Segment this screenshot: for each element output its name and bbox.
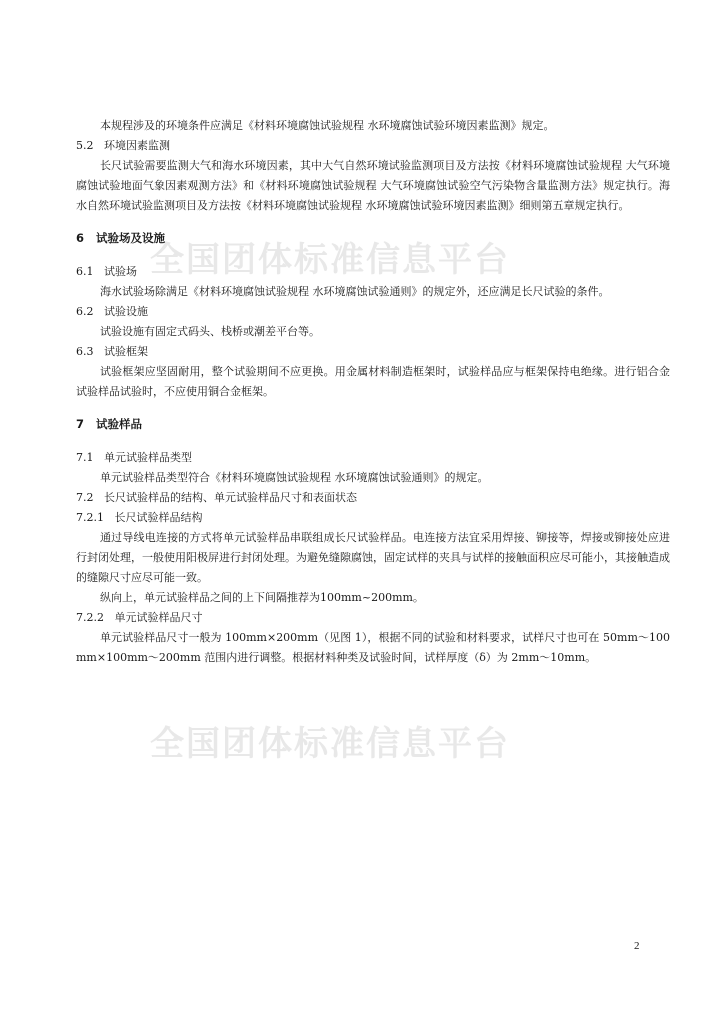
paragraph-6-3: 试验框架应坚固耐用，整个试验期间不应更换。用金属材料制造框架时，试验样品应与框架保持电绝缘。进行铝合金试验样品试验时，不应使用铜合金框架。 xyxy=(76,365,670,398)
body-text xyxy=(76,116,670,668)
clause-heading-7-2: 7.2 长尺试验样品的结构、单元试验样品尺寸和表面状态 xyxy=(76,491,357,504)
watermark-bottom: 全国团体标准信息平台 xyxy=(150,724,510,764)
paragraph-7-2-1-a: 通过导线电连接的方式将单元试验样品串联组成长尺试验样品。电连接方法宜采用焊接、铆接等，焊接或铆接处应进行封闭处理，一般使用阳极屏进行封闭处理。为避免缝隙腐蚀，固定试样的夹具与试样的接触面积应尽可能小，其接触造成的缝隙尺寸应尽可能一致。 xyxy=(76,531,670,584)
paragraph-6-2: 试验设施有固定式码头、栈桥或潮差平台等。 xyxy=(100,325,320,338)
chapter-heading-6: 6 试验场及设施 xyxy=(76,231,166,245)
page-number: 2 xyxy=(634,940,640,952)
paragraph-5-2: 长尺试验需要监测大气和海水环境因素，其中大气自然环境试验监测项目及方法按《材料环境腐蚀试验规程 大气环境腐蚀试验地面气象因素观测方法》和《材料环境腐蚀试验规程 大气环境腐蚀试验空气污染物含量监测方法》规定执行。海水自然环境试验监测项目及方法按《材料环境腐蚀试验规程 水环境腐蚀试验环境因素监测》细则第五章规定执行。 xyxy=(76,159,670,212)
paragraph-6-1: 海水试验场除满足《材料环境腐蚀试验规程 水环境腐蚀试验通则》的规定外，还应满足长尺试验的条件。 xyxy=(100,285,610,298)
paragraph-7-1: 单元试验样品类型符合《材料环境腐蚀试验规程 水环境腐蚀试验通则》的规定。 xyxy=(100,471,489,484)
clause-heading-7-1: 7.1 单元试验样品类型 xyxy=(76,451,192,464)
clause-heading-6-2: 6.2 试验设施 xyxy=(76,305,148,318)
clause-heading-7-2-2: 7.2.2 单元试验样品尺寸 xyxy=(76,611,203,624)
clause-heading-6-3: 6.3 试验框架 xyxy=(76,345,148,358)
paragraph-7-2-1-b: 纵向上，单元试验样品之间的上下间隔推荐为100mm~200mm。 xyxy=(100,591,424,604)
clause-heading-6-1: 6.1 试验场 xyxy=(76,265,137,278)
chapter-heading-7: 7 试验样品 xyxy=(76,417,143,431)
paragraph-intro: 本规程涉及的环境条件应满足《材料环境腐蚀试验规程 水环境腐蚀试验环境因素监测》规定。 xyxy=(100,119,555,132)
paragraph-7-2-2: 单元试验样品尺寸一般为 100mm×200mm（见图 1），根据不同的试验和材料要求，试样尺寸也可在 50mm～100 mm×100mm～200mm 范围内进行调整。根据材料种类及试验时间，试样厚度（δ）为 2mm～10mm。 xyxy=(76,631,670,664)
clause-heading-5-2: 5.2 环境因素监测 xyxy=(76,139,170,152)
watermark-top: 全国团体标准信息平台 xyxy=(150,240,510,280)
clause-heading-7-2-1: 7.2.1 长尺试验样品结构 xyxy=(76,511,203,524)
